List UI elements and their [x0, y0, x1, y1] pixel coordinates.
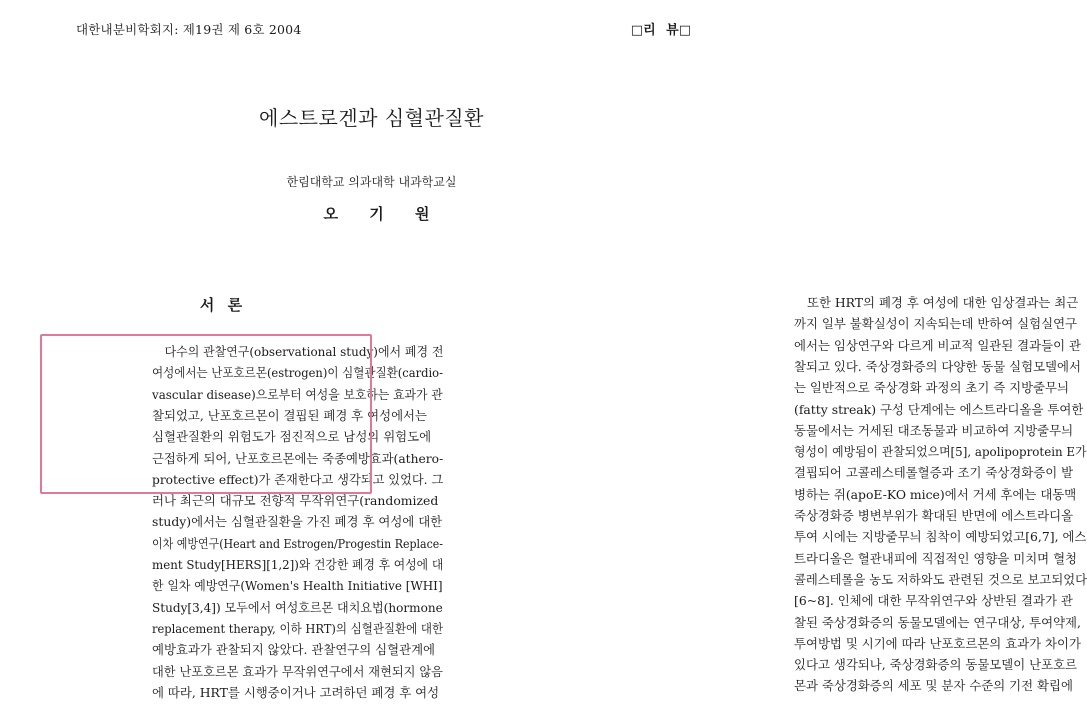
text-line: 근접하게 되어, 난포호르몬에는 죽종예방효과(athero-: [152, 450, 444, 466]
text-line: [6~8]. 인체에 대한 무작위연구와 상반된 결과가 관: [794, 593, 1073, 609]
text-line: replacement therapy, 이하 HRT)의 심혈관질환에 대한: [152, 620, 444, 636]
text-line: 병하는 쥐(apoE-KO mice)에서 거세 후에는 대동맥: [794, 486, 1077, 502]
text-line: 몬과 죽상경화증의 세포 및 분자 수준의 기전 확립에: [794, 678, 1073, 694]
text-line: 여성에서는 난포호르몬(estrogen)이 심혈관질환(cardio-: [152, 365, 443, 381]
text-line: 죽상경화증 병변부위가 확대된 반면에 에스트라디올: [794, 508, 1074, 523]
text-line: 투여 시에는 지방줄무늬 침착이 예방되었고[6,7], 에스: [794, 529, 1087, 545]
journal-header: 대한내분비학회지: 제19권 제 6호 2004: [76, 22, 302, 37]
text-line: 한 일차 예방연구(Women's Health Initiative [WHI]: [152, 578, 443, 594]
section-heading-introduction: 서 론: [199, 296, 243, 314]
text-line: vascular disease)으로부터 여성을 보호하는 효과가 관: [152, 386, 443, 402]
text-line: 이차 예방연구(Heart and Estrogen/Progestin Replace-: [152, 535, 443, 551]
text-line: 트라디올은 혈관내피에 직접적인 영향을 미치며 혈청: [794, 550, 1078, 566]
text-line: 있다고 생각되나, 죽상경화증의 동물모델이 난포호르: [794, 657, 1078, 673]
text-line: protective effect)가 존재한다고 생각되고 있었다. 그: [152, 471, 444, 487]
text-line: 투여방법 및 시기에 따라 난포호르몬의 효과가 차이가: [794, 635, 1081, 651]
text-line: 러나 최근의 대규모 전향적 무작위연구(randomized: [152, 493, 439, 509]
text-line: 예방효과가 관찰되지 않았다. 관찰연구의 심혈관계에: [152, 642, 436, 658]
highlight-annotation-box: [40, 334, 372, 494]
text-line: 형성이 예방됨이 관찰되었으며[5], apolipoprotein E가: [794, 444, 1087, 460]
text-line: 동물에서는 거세된 대조동물과 비교하여 지방줄무늬: [794, 422, 1074, 438]
paper-title: 에스트로겐과 심혈관질환: [259, 106, 484, 130]
text-line: 찰되고 있다. 죽상경화증의 다양한 동물 실험모델에서: [794, 358, 1081, 374]
text-line: Study[3,4]) 모두에서 여성호르몬 대치요법(hormone: [152, 599, 443, 615]
text-line: 콜레스테롤을 농도 저하와도 관련된 것으로 보고되었다: [794, 571, 1087, 587]
text-line: study)에서는 심혈관질환을 가진 폐경 후 여성에 대한: [152, 514, 443, 530]
text-line: 까지 일부 불확실성이 지속되는데 반하여 실험실연구: [794, 316, 1078, 332]
author-affiliation: 한림대학교 의과대학 내과학교실: [286, 175, 457, 189]
text-line: 결핍되어 고콜레스테롤혈증과 조기 죽상경화증이 발: [794, 465, 1074, 481]
text-line: (fatty streak) 구성 단계에는 에스트라디올을 투여한: [794, 401, 1084, 417]
section-type-label: □리 뷰□: [630, 23, 691, 38]
text-line: 는 일반적으로 죽상경화 과정의 초기 즉 지방줄무늬: [794, 380, 1069, 396]
text-line: 찰된 죽상경화증의 동물모델에는 연구대상, 투여약제,: [794, 614, 1081, 630]
text-line: 찰되었고, 난포호르몬이 결핍된 폐경 후 여성에서는: [152, 407, 427, 423]
text-line: 에 따라, HRT를 시행중이거나 고려하던 폐경 후 여성: [152, 684, 440, 700]
text-line: 다수의 관찰연구(observational study)에서 폐경 전: [164, 344, 444, 359]
text-line: 또한 HRT의 폐경 후 여성에 대한 임상결과는 최근: [807, 295, 1079, 310]
text-line: 심혈관질환의 위험도가 점진적으로 남성의 위험도에: [152, 429, 432, 445]
text-line: 에서는 임상연구와 다르게 비교적 일관된 결과들이 관: [794, 337, 1081, 353]
text-line: ment Study[HERS][1,2])와 건강한 폐경 후 여성에 대: [152, 557, 444, 572]
author-name: 오 기 원: [323, 205, 430, 223]
text-line: 대한 난포호르몬 효과가 무작위연구에서 재현되지 않음: [152, 663, 443, 679]
